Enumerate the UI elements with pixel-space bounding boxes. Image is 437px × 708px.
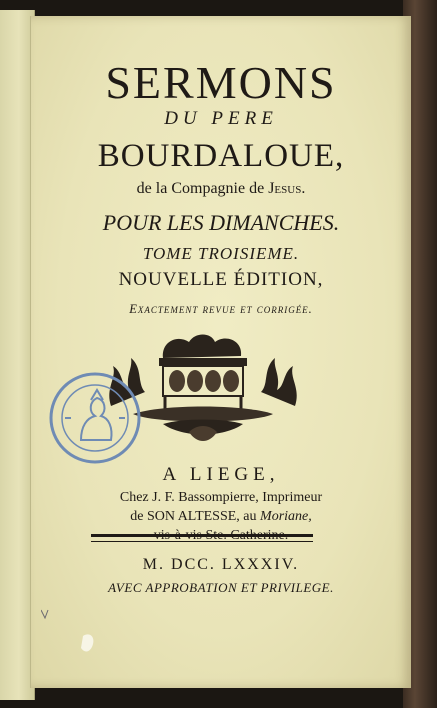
revision-line: Exactement revue et corrigée. bbox=[129, 302, 313, 316]
publisher-line-2-italic: Moriane, bbox=[260, 509, 312, 524]
publisher-line-3: vis-à-vis Ste. Catherine. bbox=[153, 528, 289, 543]
edition-line: NOUVELLE ÉDITION, bbox=[118, 269, 324, 290]
title-line-du-pere: DU PERE bbox=[164, 108, 278, 129]
double-rule bbox=[91, 534, 313, 542]
imprint-city: A LIEGE, bbox=[162, 464, 280, 485]
subject-line: POUR LES DIMANCHES. bbox=[102, 210, 340, 235]
volume-line: TOME TROISIEME. bbox=[142, 244, 300, 263]
publisher-line-2 bbox=[31, 509, 411, 525]
library-stamp bbox=[47, 370, 143, 466]
paper-mark bbox=[41, 608, 101, 668]
book-title: SERMONS bbox=[105, 57, 337, 108]
publisher-line-1: Chez J. F. Bassompierre, Imprimeur bbox=[119, 490, 323, 505]
publisher-line-2-text: de SON ALTESSE, au bbox=[130, 509, 261, 524]
company-name: Jesus. bbox=[268, 180, 306, 197]
approbation-line: AVEC APPROBATION ET PRIVILEGE. bbox=[108, 580, 334, 595]
title-page bbox=[30, 16, 411, 688]
company-prefix: de la Compagnie de bbox=[136, 180, 269, 197]
author-name: BOURDALOUE, bbox=[97, 138, 345, 174]
publication-year: M. DCC. LXXXIV. bbox=[142, 556, 300, 573]
company-line bbox=[31, 180, 411, 198]
